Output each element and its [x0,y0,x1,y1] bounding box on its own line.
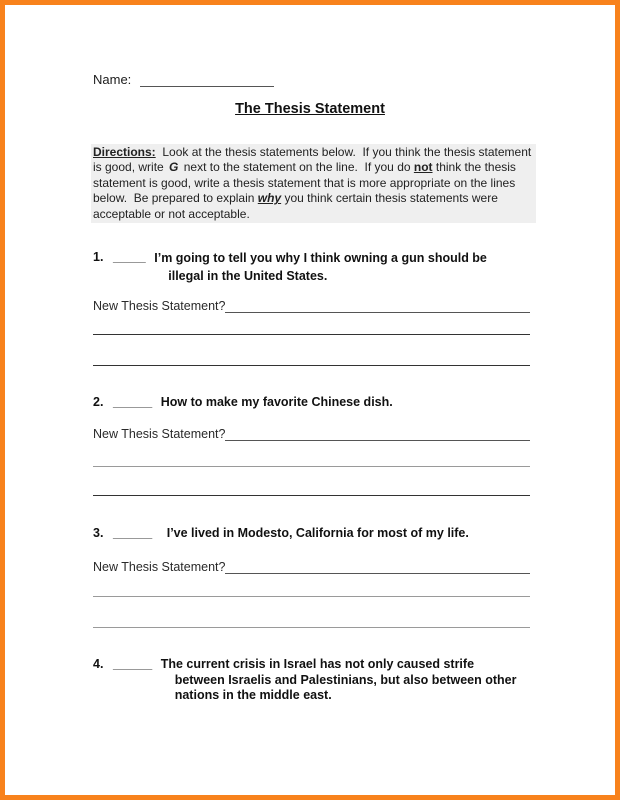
item-1-number: 1. [93,250,104,264]
item-4-line-1: The current crisis in Israel has not only caused strife [160,657,475,671]
item-1-line-1: I’m going to tell you why I think owning a gun should be [154,251,487,265]
page-title: The Thesis Statement [235,101,385,117]
item-3-line-1: I’ve lived in Modesto, California for most of my life. [166,526,469,540]
new-thesis-write-line-3 [225,558,530,574]
item-2-answer-blank: ______ [113,395,152,409]
name-blank-line [140,71,274,87]
item-4-number: 4. [93,657,104,671]
directions-text-2: next to the statement on the line. If you do [180,160,414,175]
thesis-item-2 [93,395,543,411]
item-4-answer-blank: ______ [113,657,152,671]
new-thesis-row-2 [93,425,530,441]
new-thesis-write-line-1 [225,297,530,313]
item-1-answer-blank: _____ [113,250,146,264]
directions-text-1: Look at the thesis statements below. If you think the thesis statement is good, write [93,145,535,175]
directions-word-why: why [257,191,282,206]
directions-box [91,144,536,223]
answer-line [93,334,530,335]
thesis-item-4 [93,657,543,704]
thesis-item-1 [93,250,543,285]
directions-letter-g: G [169,160,179,175]
answer-line [93,365,530,366]
name-row [93,71,274,87]
item-3-text [167,526,469,542]
thesis-item-3 [93,526,543,542]
directions-text-4: you think certain thesis statements were acceptable or not acceptable. [93,191,502,221]
answer-line [93,466,530,467]
item-1-line-2: illegal in the United States. [168,268,328,283]
item-4-line-3: nations in the middle east. [174,688,332,702]
item-4-text [161,657,517,704]
item-4-line-2: between Israelis and Palestinians, but also between other [174,672,517,687]
new-thesis-write-line-2 [225,425,530,441]
item-3-number: 3. [93,526,104,540]
answer-line [93,627,530,628]
directions-text-3: think the thesis statement is good, write a thesis statement that is more appropriate on the lines below. Be prepared to explain [93,160,520,206]
directions-label: Directions: [93,145,156,159]
answer-line [93,495,530,496]
new-thesis-label-2: New Thesis Statement? [93,427,226,441]
directions-word-not: not [413,160,433,175]
new-thesis-row-3 [93,558,530,574]
name-label: Name: [93,72,132,87]
item-2-line-1: How to make my favorite Chinese dish. [160,395,393,409]
item-2-number: 2. [93,395,104,409]
new-thesis-label-3: New Thesis Statement? [93,560,226,574]
item-2-text [161,395,393,411]
item-1-text [154,250,487,285]
new-thesis-label-1: New Thesis Statement? [93,299,226,313]
item-3-answer-blank: ______ [113,526,152,540]
new-thesis-row-1 [93,297,530,313]
answer-line [93,596,530,597]
